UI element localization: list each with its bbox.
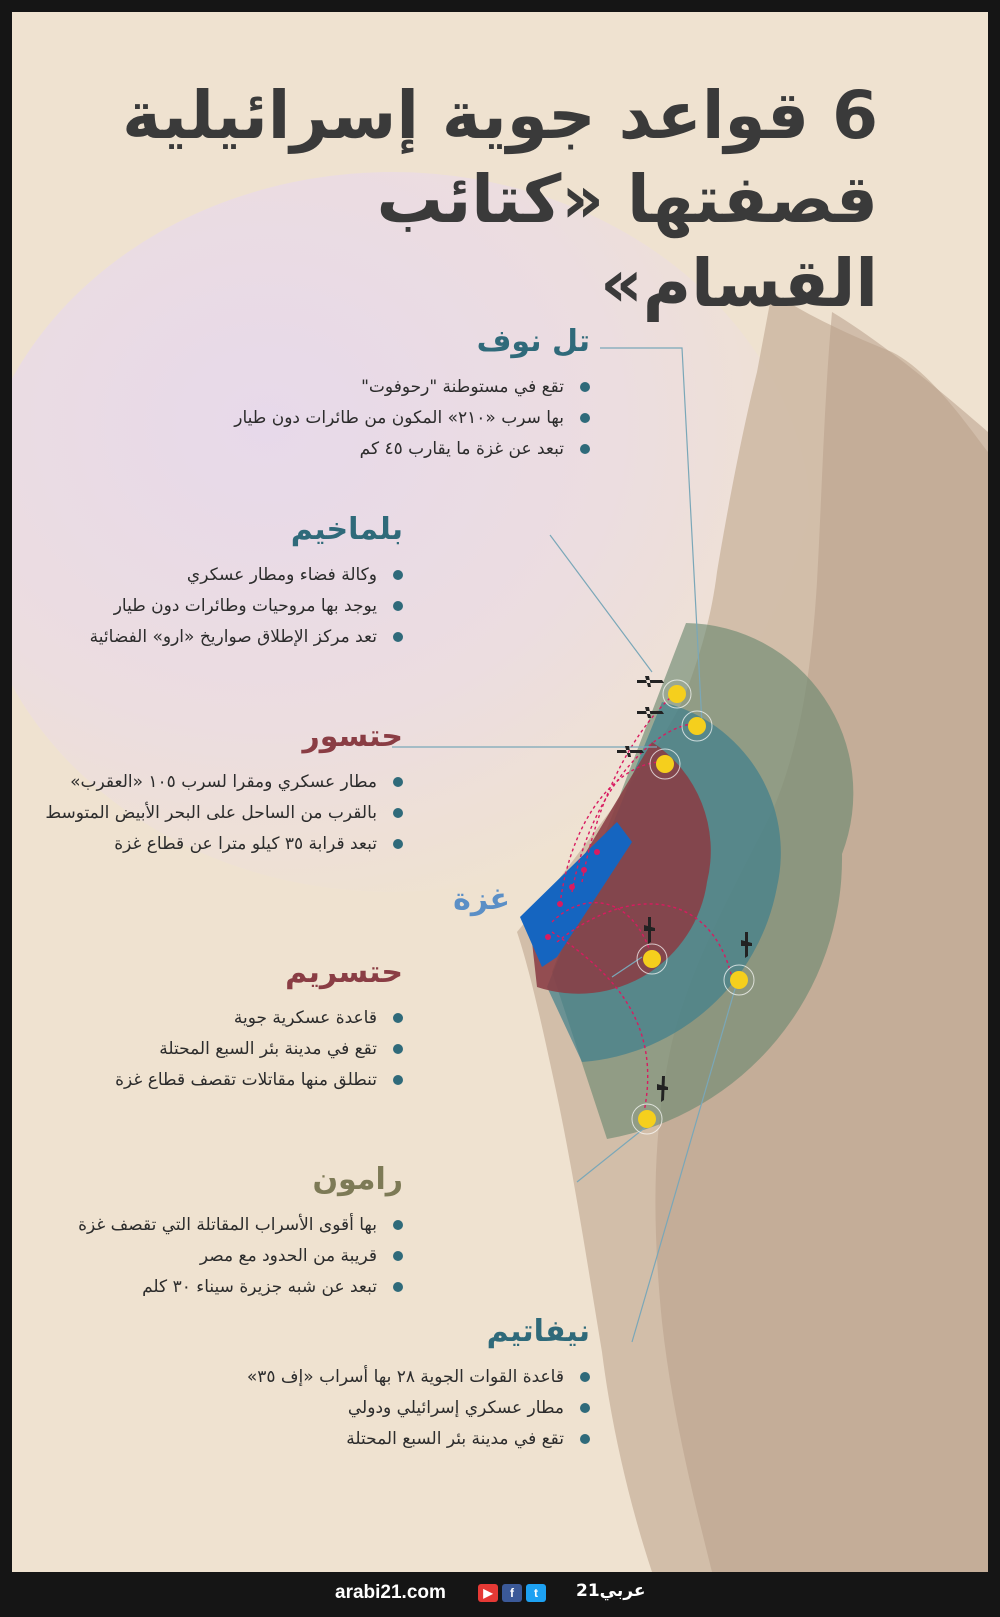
- base-name: حتسور: [302, 719, 403, 754]
- base-name: نيفاتيم: [486, 1314, 590, 1349]
- base-ramon: [78, 1162, 403, 1303]
- bullet-icon: [393, 601, 403, 611]
- list-item: قاعدة القوات الجوية ٢٨ بها أسراب «إف ٣٥»: [247, 1362, 590, 1393]
- base-points: [247, 1362, 590, 1455]
- bullet-icon: [580, 444, 590, 454]
- list-item: تقع في مدينة بئر السبع المحتلة: [247, 1424, 590, 1455]
- twitter-icon[interactable]: t: [526, 1584, 546, 1602]
- facebook-icon[interactable]: f: [502, 1584, 522, 1602]
- list-item: مطار عسكري ومقرا لسرب ١٠٥ «العقرب»: [45, 767, 403, 798]
- list-item: تنطلق منها مقاتلات تقصف قطاع غزة: [115, 1065, 403, 1096]
- bullet-icon: [393, 1013, 403, 1023]
- bullet-icon: [580, 382, 590, 392]
- list-item: تعد مركز الإطلاق صواريخ «ارو» الفضائية: [90, 622, 403, 653]
- site-url-link[interactable]: arabi21.com: [335, 1582, 446, 1603]
- list-item: تبعد قرابة ٣٥ كيلو مترا عن قطاع غزة: [45, 829, 403, 860]
- base-points: [78, 1210, 403, 1303]
- base-points: [45, 767, 403, 860]
- list-item: بالقرب من الساحل على البحر الأبيض المتوسط: [45, 798, 403, 829]
- bullet-icon: [393, 1220, 403, 1230]
- base-points: [115, 1003, 403, 1096]
- list-item: تقع في مدينة بئر السبع المحتلة: [115, 1034, 403, 1065]
- bullet-icon: [393, 1282, 403, 1292]
- infographic-canvas: [12, 12, 988, 1572]
- base-points: [90, 560, 403, 653]
- list-item: يوجد بها مروحيات وطائرات دون طيار: [90, 591, 403, 622]
- list-item: تبعد عن غزة ما يقارب ٤٥ كم: [234, 434, 590, 465]
- bullet-icon: [393, 1044, 403, 1054]
- bullet-icon: [580, 413, 590, 423]
- bullet-icon: [393, 632, 403, 642]
- base-tel-nof: [234, 324, 590, 465]
- bullet-icon: [393, 808, 403, 818]
- list-item: بها أقوى الأسراب المقاتلة التي تقصف غزة: [78, 1210, 403, 1241]
- bullet-icon: [393, 570, 403, 580]
- footer-bar: [0, 1572, 1000, 1617]
- bullet-icon: [580, 1403, 590, 1413]
- list-item: قاعدة عسكرية جوية: [115, 1003, 403, 1034]
- base-name: تل نوف: [476, 324, 590, 359]
- gaza-label: غزة: [453, 882, 510, 917]
- base-name: بلماخيم: [290, 512, 403, 547]
- youtube-icon[interactable]: ▶: [478, 1584, 498, 1602]
- list-item: بها سرب «٢١٠» المكون من طائرات دون طيار: [234, 403, 590, 434]
- bullet-icon: [580, 1372, 590, 1382]
- base-palmachim: [90, 512, 403, 653]
- brand-logo[interactable]: عربي21: [576, 1581, 646, 1601]
- base-hatzerim: [115, 955, 403, 1096]
- bullet-icon: [580, 1434, 590, 1444]
- bullet-icon: [393, 1251, 403, 1261]
- base-hatzor: [45, 719, 403, 860]
- title-line-1: 6 قواعد جوية إسرائيلية: [122, 77, 878, 154]
- base-name: حتسريم: [285, 955, 403, 990]
- title-line-2: قصفتها «كتائب القسام»: [376, 161, 878, 322]
- bullet-icon: [393, 1075, 403, 1085]
- list-item: تبعد عن شبه جزيرة سيناء ٣٠ كلم: [78, 1272, 403, 1303]
- base-nevatim: [247, 1314, 590, 1455]
- base-points: [234, 372, 590, 465]
- list-item: تقع في مستوطنة "رحوفوت": [234, 372, 590, 403]
- list-item: مطار عسكري إسرائيلي ودولي: [247, 1393, 590, 1424]
- infographic-title: [118, 74, 878, 326]
- list-item: قريبة من الحدود مع مصر: [78, 1241, 403, 1272]
- base-name: رامون: [312, 1162, 403, 1197]
- bullet-icon: [393, 777, 403, 787]
- list-item: وكالة فضاء ومطار عسكري: [90, 560, 403, 591]
- bullet-icon: [393, 839, 403, 849]
